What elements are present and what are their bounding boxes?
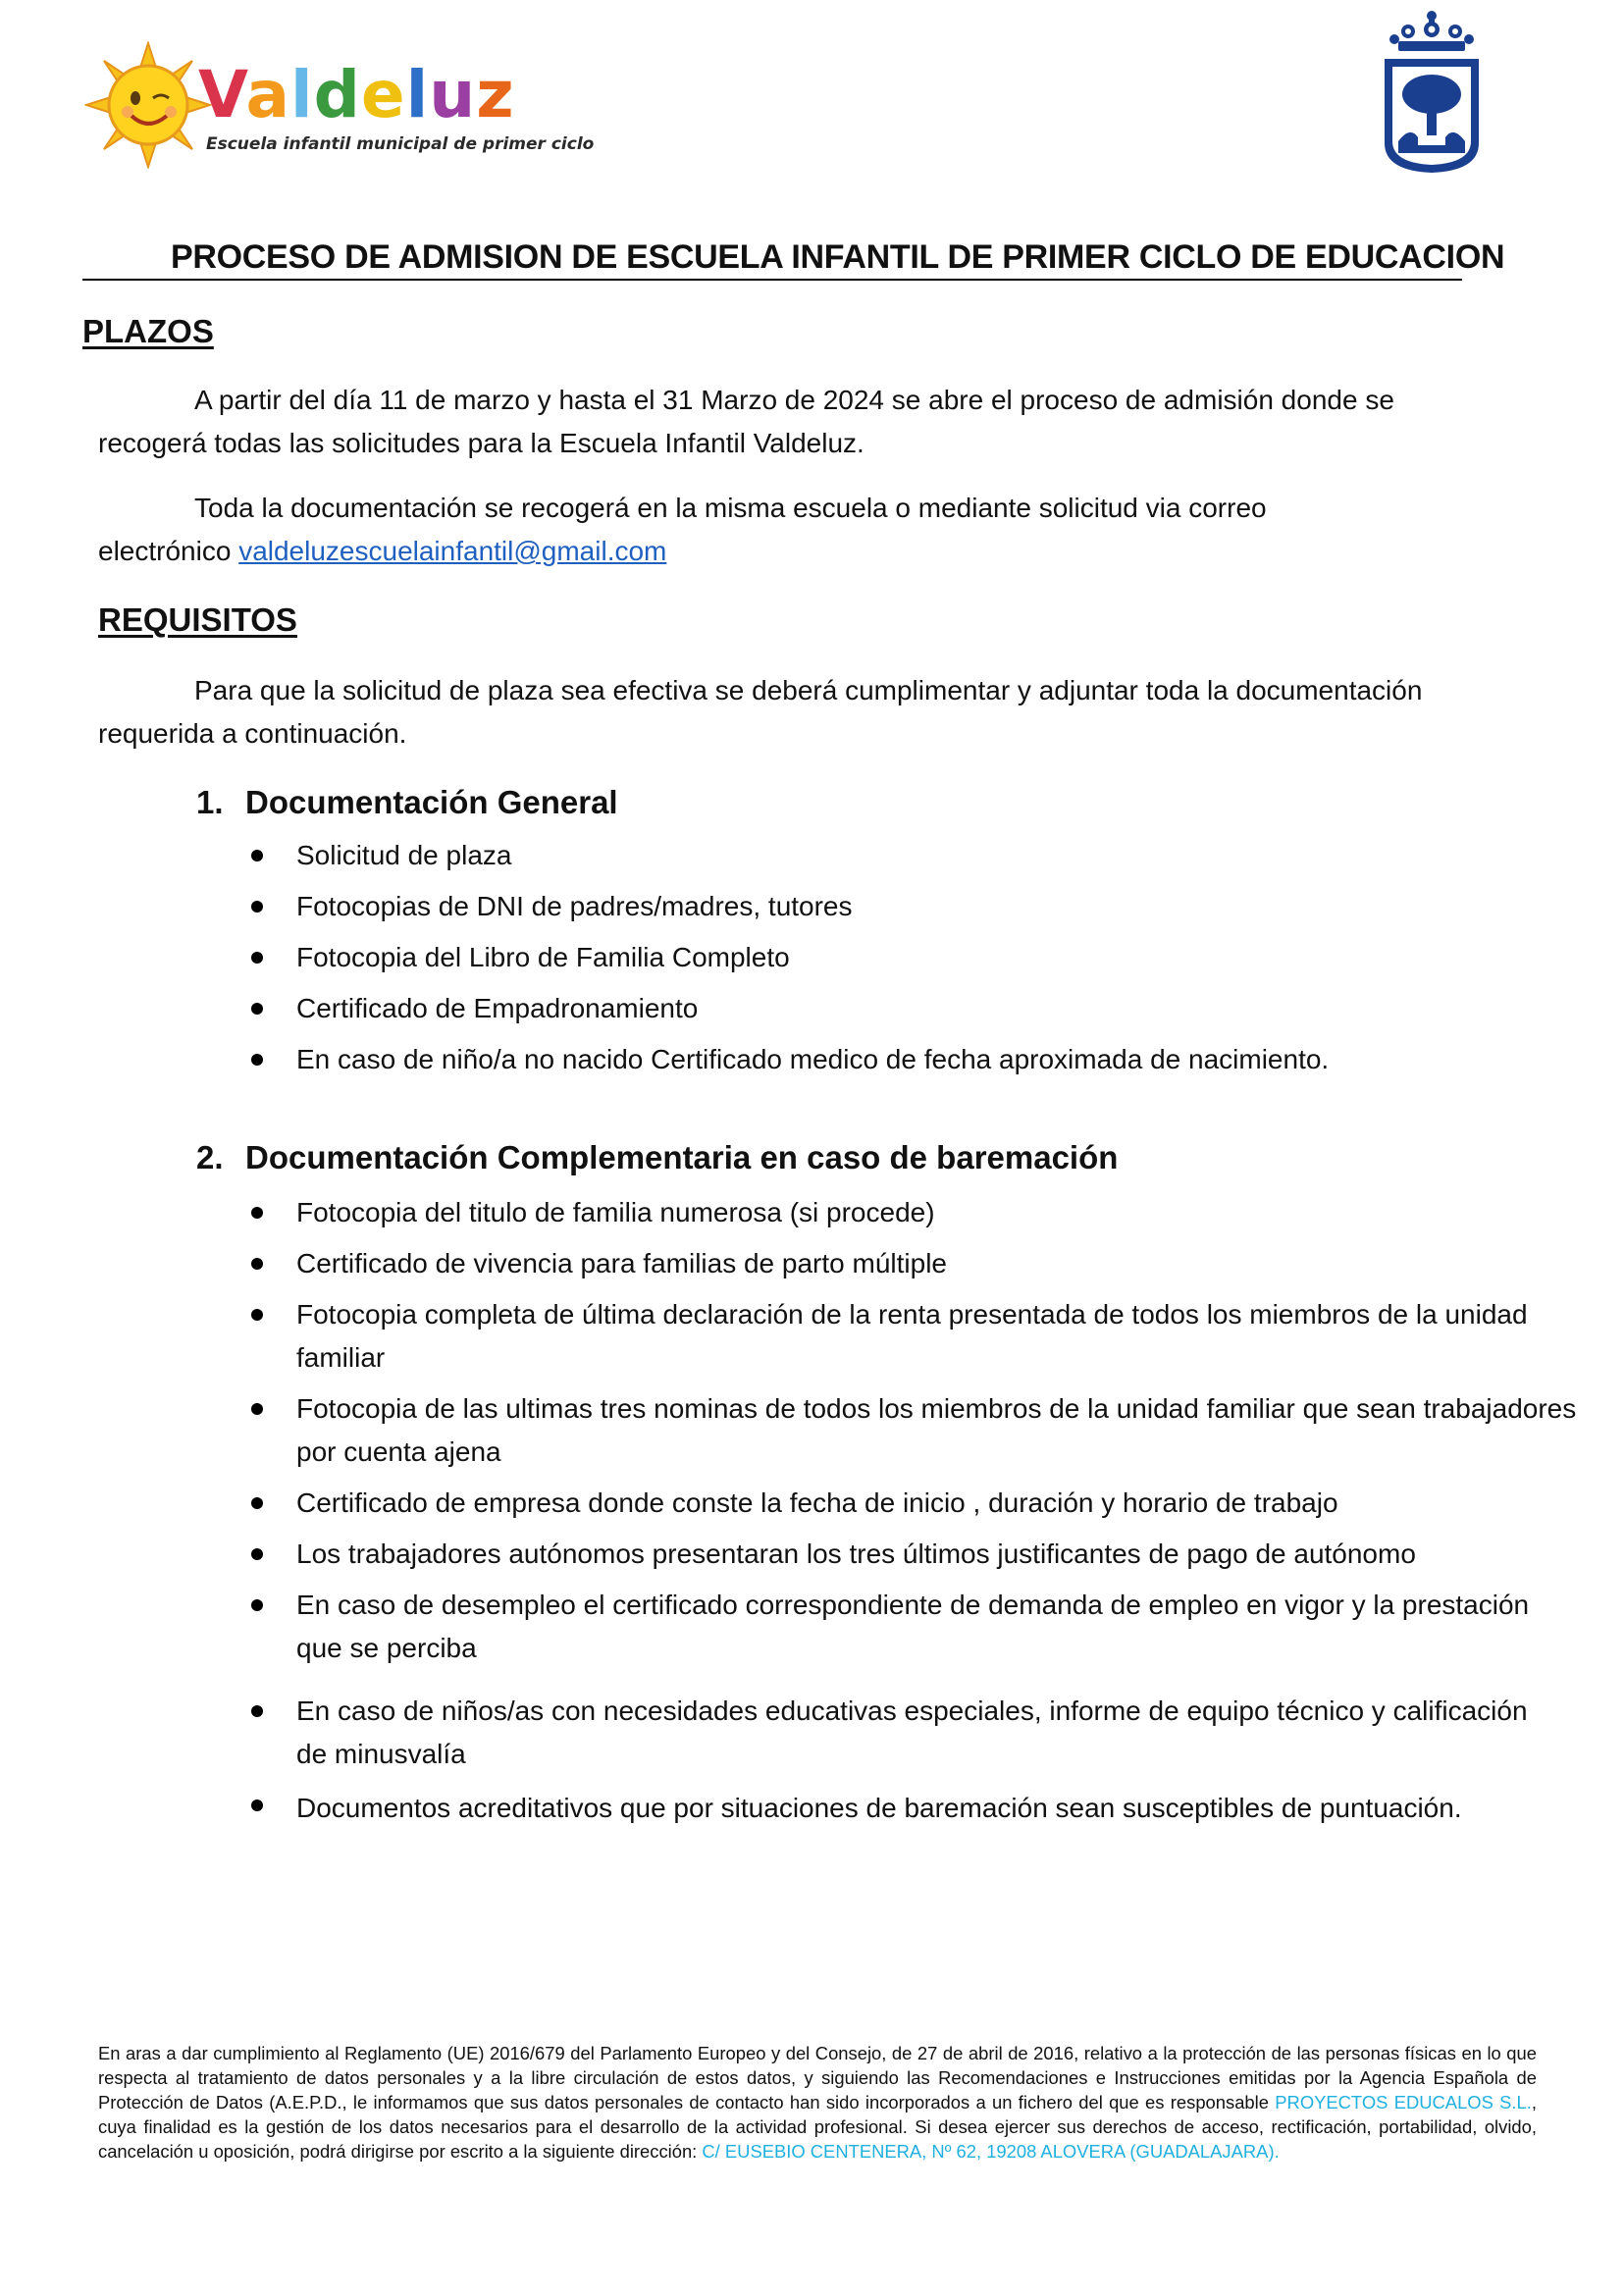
logo-wordmark <box>198 57 515 132</box>
list-item: Fotocopia completa de última declaración de la renta presentada de todos los miembros de la unidad familiar <box>251 1293 1601 1380</box>
municipal-crest-icon <box>1381 8 1483 175</box>
doc-complementaria-heading-text: Documentación Complementaria en caso de baremación <box>245 1139 1119 1175</box>
email-link[interactable]: valdeluzescuelainfantil@gmail.com <box>238 536 667 566</box>
footer-company: PROYECTOS EDUCALOS S.L. <box>1275 2092 1532 2112</box>
plazos-paragraph-1 <box>98 379 1394 465</box>
plazos-paragraph-2 <box>98 487 1267 573</box>
logo-letter: V <box>198 57 246 132</box>
list-item: En caso de niño/a no nacido Certificado medico de fecha aproximada de nacimiento. <box>251 1038 1527 1081</box>
footer-address: C/ EUSEBIO CENTENERA, Nº 62, 19208 ALOVERA (GUADALAJARA). <box>702 2141 1280 2162</box>
list-item: En caso de desempleo el certificado correspondiente de demanda de empleo en vigor y la prestación que se perciba <box>251 1584 1562 1670</box>
logo-letter: u <box>429 57 477 132</box>
sun-icon <box>84 41 212 169</box>
logo-letter: e <box>360 57 406 132</box>
plazos-paragraph-1-line-2: recogerá todas las solicitudes para la Escuela Infantil Valdeluz. <box>98 428 864 458</box>
plazos-paragraph-2-line-2 <box>98 530 1267 573</box>
document-title-text: PROCESO DE ADMISION DE ESCUELA INFANTIL DE PRIMER CICLO DE EDUCACION <box>171 238 1505 276</box>
list-item: Fotocopia del titulo de familia numerosa (si procede) <box>251 1191 1546 1234</box>
footer-text-2: , cuya finalidad es la gestión de los datos necesarios para el desarrollo de la actividad profesional. Si desea ejercer sus derechos de acceso, rectificación, portabilidad, olvido, cancelación u oposición, podrá dirigirse por escrito a la siguiente dirección: <box>98 2092 1538 2162</box>
document-title <box>82 235 1505 281</box>
logo-letter: l <box>290 57 314 132</box>
logo-letter: a <box>245 57 291 132</box>
doc-complementaria-list <box>251 1191 1577 1833</box>
logo-letter: l <box>405 57 430 132</box>
requisitos-paragraph-line-2: requerida a continuación. <box>98 718 407 749</box>
list-item: Documentos acreditativos que por situaciones de baremación sean susceptibles de puntuación. <box>251 1784 1523 1833</box>
doc-general-list <box>251 834 1527 1081</box>
doc-complementaria-heading <box>196 1136 1118 1179</box>
logo-subtitle: Escuela infantil municipal de primer ciclo <box>206 134 595 154</box>
logo-letter: d <box>313 57 361 132</box>
list-item: Fotocopia de las ultimas tres nominas de todos los miembros de la unidad familiar que sean trabajadores por cuenta ajena <box>251 1387 1592 1474</box>
plazos-paragraph-1-line-1: A partir del día 11 de marzo y hasta el 31 Marzo de 2024 se abre el proceso de admisión donde se <box>194 385 1394 415</box>
requisitos-heading: REQUISITOS <box>98 601 297 638</box>
footer-text-1: En aras a dar cumplimiento al Reglamento (UE) 2016/679 del Parlamento Europeo y del Consejo, de 27 de abril de 2016, relativo a la protección de las personas físicas en lo que respecta al tratamiento de datos personales y a la libre circulación de estos datos, y siguiendo las Recomendaciones e Instrucciones emitidas por la Agencia Española de Protección de Datos (A.E.P.D., le informamos que sus datos personales de contacto han sido incorporados a un fichero del que es responsable <box>98 2043 1537 2112</box>
doc-complementaria-number: 2. <box>196 1139 224 1175</box>
plazos-paragraph-2-line-1: Toda la documentación se recogerá en la misma escuela o mediante solicitud via correo <box>194 493 1267 523</box>
list-item: Certificado de Empadronamiento <box>251 987 1527 1030</box>
doc-general-number: 1. <box>196 784 224 820</box>
logo-letter: z <box>476 57 515 132</box>
privacy-footer <box>98 2041 1537 2164</box>
list-item: Fotocopia del Libro de Familia Completo <box>251 936 1527 979</box>
list-item: Certificado de vivencia para familias de parto múltiple <box>251 1242 1546 1285</box>
list-item: En caso de niños/as con necesidades educativas especiales, informe de equipo técnico y calificación de minusvalía <box>251 1690 1562 1776</box>
doc-general-heading-text: Documentación General <box>245 784 618 820</box>
list-item: Los trabajadores autónomos presentaran los tres últimos justificantes de pago de autónomo <box>251 1533 1546 1576</box>
doc-general-heading <box>196 781 618 824</box>
requisitos-paragraph <box>98 669 1422 756</box>
plazos-heading: PLAZOS <box>82 313 214 349</box>
list-item: Certificado de empresa donde conste la fecha de inicio , duración y horario de trabajo <box>251 1482 1546 1525</box>
email-prefix: electrónico <box>98 536 239 566</box>
list-item: Fotocopias de DNI de padres/madres, tutores <box>251 885 1527 928</box>
list-item: Solicitud de plaza <box>251 834 1527 877</box>
school-logo <box>84 41 595 169</box>
requisitos-paragraph-line-1: Para que la solicitud de plaza sea efectiva se deberá cumplimentar y adjuntar toda la documentación <box>194 675 1423 705</box>
